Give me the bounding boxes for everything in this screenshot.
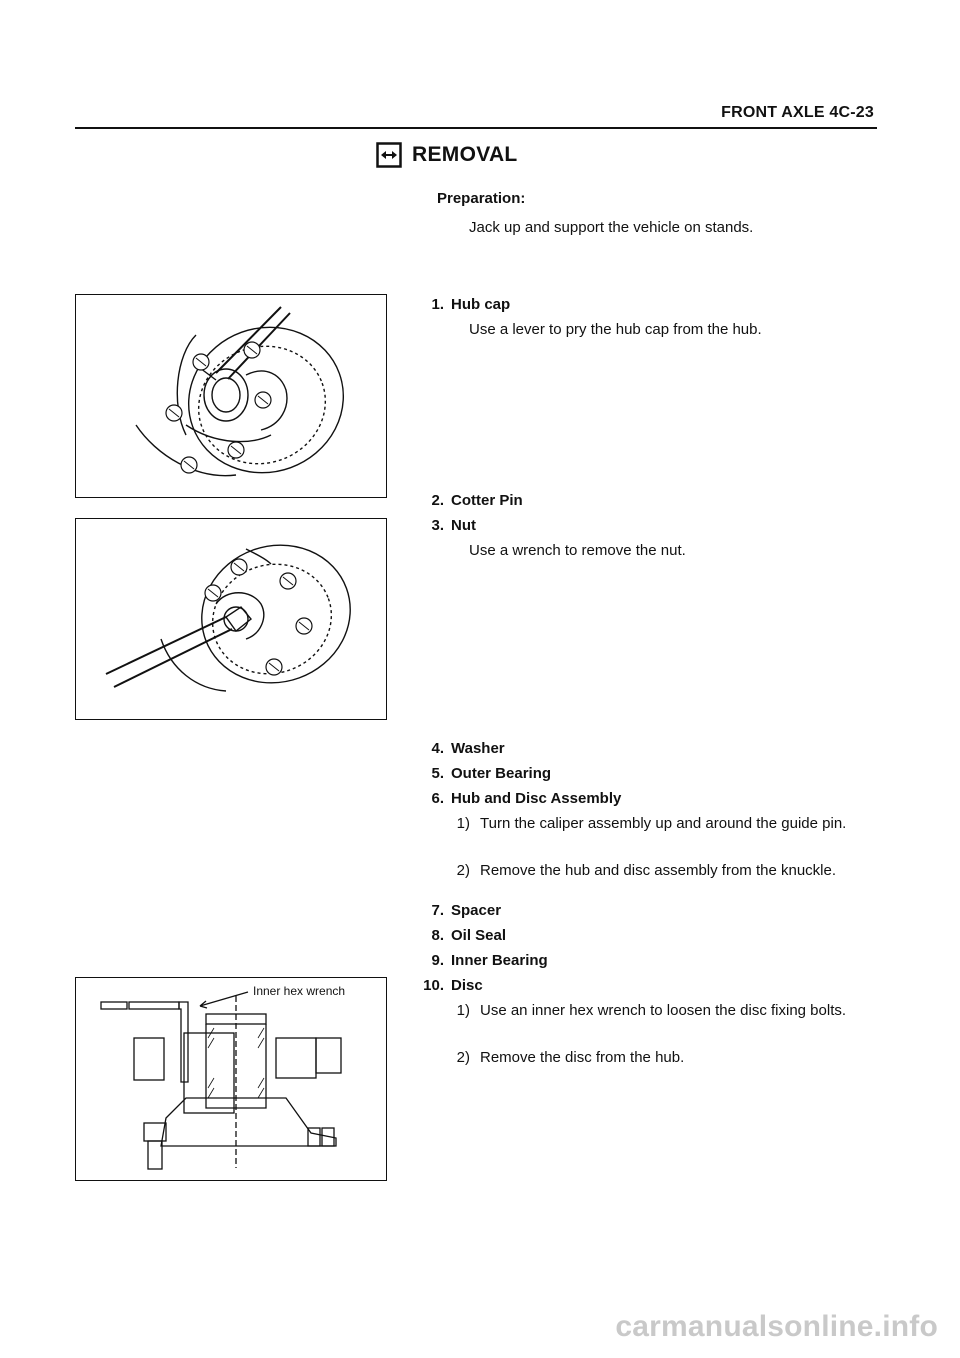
step-outer-bearing [420, 765, 551, 782]
section-heading [376, 142, 518, 168]
figure-hub-cap-removal [75, 294, 387, 498]
step-spacer [420, 902, 501, 919]
footer-watermark: carmanualsonline.info [615, 1310, 938, 1343]
step-label: Hub cap [451, 296, 511, 313]
section-title: REMOVAL [412, 143, 518, 166]
substep [452, 1048, 872, 1068]
step-description: Use a lever to pry the hub cap from the hub. [469, 321, 762, 338]
step-label: Disc [451, 977, 483, 994]
step-number: 6. [431, 790, 444, 807]
step-washer [420, 740, 505, 757]
step-label: Spacer [451, 902, 502, 919]
hub-cap-illustration [76, 295, 386, 497]
nut-wrench-illustration [76, 519, 386, 719]
figure-callout-label: Inner hex wrench [253, 984, 346, 998]
step-disc [420, 977, 483, 994]
step-cotter-pin [420, 492, 523, 509]
step-number: 7. [431, 902, 444, 919]
figure-nut-removal [75, 518, 387, 720]
substep-text: Turn the caliper assembly up and around the guide pin. [480, 815, 847, 832]
figure-disc-removal [75, 977, 387, 1181]
step-oil-seal [420, 927, 506, 944]
step-inner-bearing [420, 952, 548, 969]
step-number: 10. [423, 977, 444, 994]
preparation-text: Jack up and support the vehicle on stands. [469, 219, 754, 236]
substep [452, 814, 872, 834]
step-label: Nut [451, 517, 476, 534]
step-hub-disc-assembly [420, 790, 621, 807]
step-number: 9. [431, 952, 444, 969]
step-label: Hub and Disc Assembly [451, 790, 622, 807]
step-number: 3. [431, 517, 444, 534]
substep-number: 2) [456, 862, 470, 879]
step-label: Oil Seal [451, 927, 507, 944]
substep [452, 861, 872, 881]
substep-text: Remove the hub and disc assembly from the knuckle. [480, 862, 837, 879]
step-number: 5. [431, 765, 444, 782]
substep [452, 1001, 872, 1021]
step-label: Outer Bearing [451, 765, 552, 782]
step-description: Use a wrench to remove the nut. [469, 542, 686, 559]
step-number: 2. [431, 492, 444, 509]
step-label: Cotter Pin [451, 492, 523, 509]
substep-number: 2) [456, 1049, 470, 1066]
step-number: 1. [431, 296, 444, 313]
substep-text: Remove the disc from the hub. [480, 1049, 685, 1066]
step-hub-cap [420, 296, 510, 313]
substep-number: 1) [456, 1002, 470, 1019]
step-label: Inner Bearing [451, 952, 548, 969]
preparation-label: Preparation: [437, 190, 526, 207]
substep-number: 1) [456, 815, 470, 832]
step-number: 4. [431, 740, 444, 757]
step-label: Washer [451, 740, 505, 757]
hex-wrench-section-illustration [76, 978, 386, 1180]
removal-arrows-icon [376, 142, 402, 168]
step-number: 8. [431, 927, 444, 944]
header-rule [75, 127, 877, 129]
page-header: FRONT AXLE 4C-23 [721, 104, 874, 121]
substep-text: Use an inner hex wrench to loosen the disc fixing bolts. [480, 1002, 847, 1019]
step-nut [420, 517, 476, 534]
